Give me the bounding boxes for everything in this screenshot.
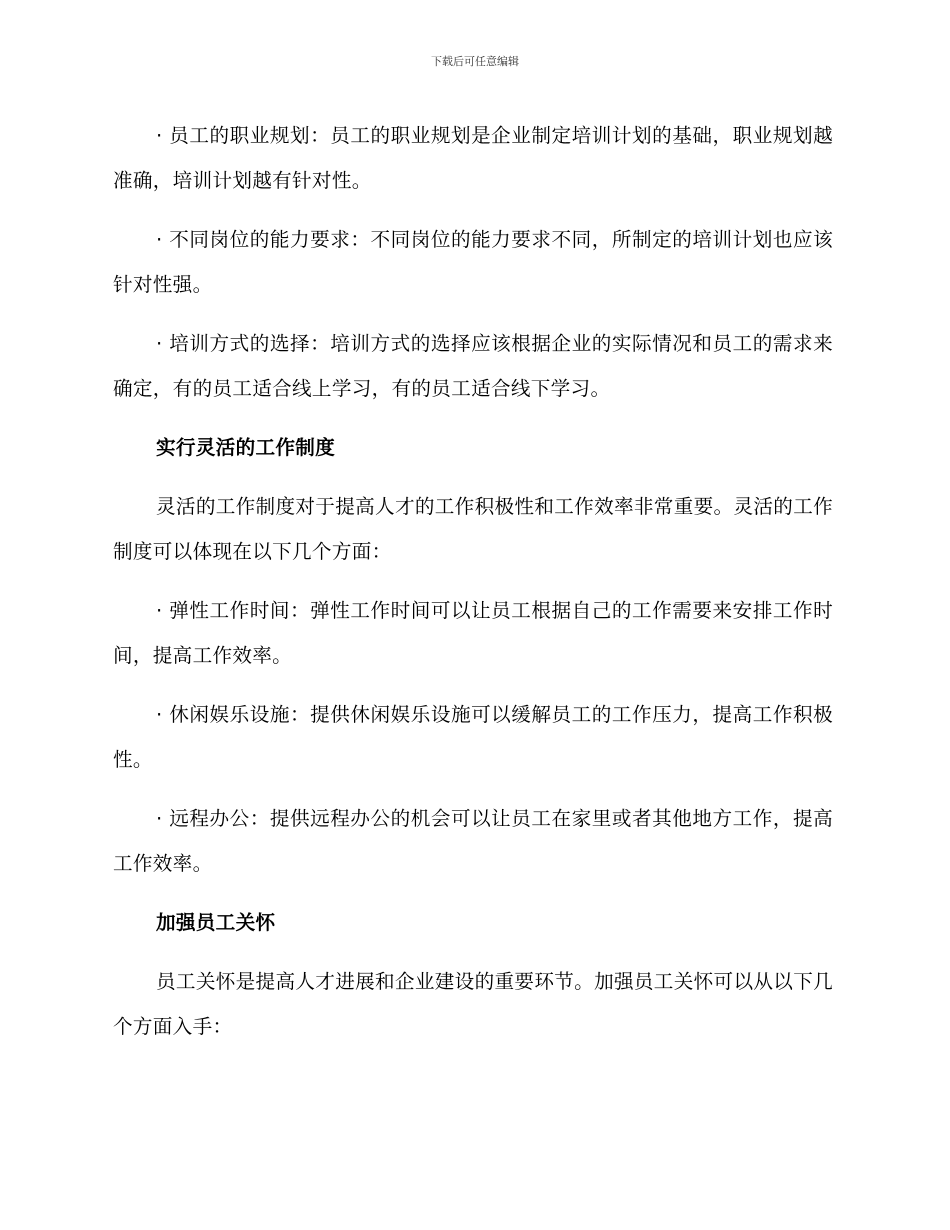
bullet-training-method: · 培训方式的选择：培训方式的选择应该根据企业的实际情况和员工的需求来确定，有的员工适合线上学习，有的员工适合线下学习。: [113, 332, 833, 400]
bullet-position-requirements: · 不同岗位的能力要求：不同岗位的能力要求不同，所制定的培训计划也应该针对性强。: [113, 228, 833, 296]
paragraph-employee-care-intro: 员工关怀是提高人才进展和企业建设的重要环节。加强员工关怀可以从以下几个方面入手：: [113, 970, 833, 1038]
bullet-remote-work: · 远程办公：提供远程办公的机会可以让员工在家里或者其他地方工作，提高工作效率。: [113, 807, 833, 875]
bullet-career-planning: · 员工的职业规划：员工的职业规划是企业制定培训计划的基础，职业规划越准确，培训计划越有针对性。: [113, 124, 833, 192]
document-body: [113, 113, 833, 1063]
paragraph-flexible-work-intro: 灵活的工作制度对于提高人才的工作积极性和工作效率非常重要。灵活的工作制度可以体现在以下几个方面：: [113, 495, 833, 563]
section-heading-flexible-work: 实行灵活的工作制度: [156, 436, 336, 459]
bullet-leisure-facilities: · 休闲娱乐设施：提供休闲娱乐设施可以缓解员工的工作压力，提高工作积极性。: [113, 703, 833, 771]
bullet-flexible-hours: · 弹性工作时间：弹性工作时间可以让员工根据自己的工作需要来安排工作时间，提高工作效率。: [113, 599, 833, 667]
section-heading-employee-care: 加强员工关怀: [156, 911, 276, 934]
header-note: 下载后可任意编辑: [431, 55, 519, 68]
